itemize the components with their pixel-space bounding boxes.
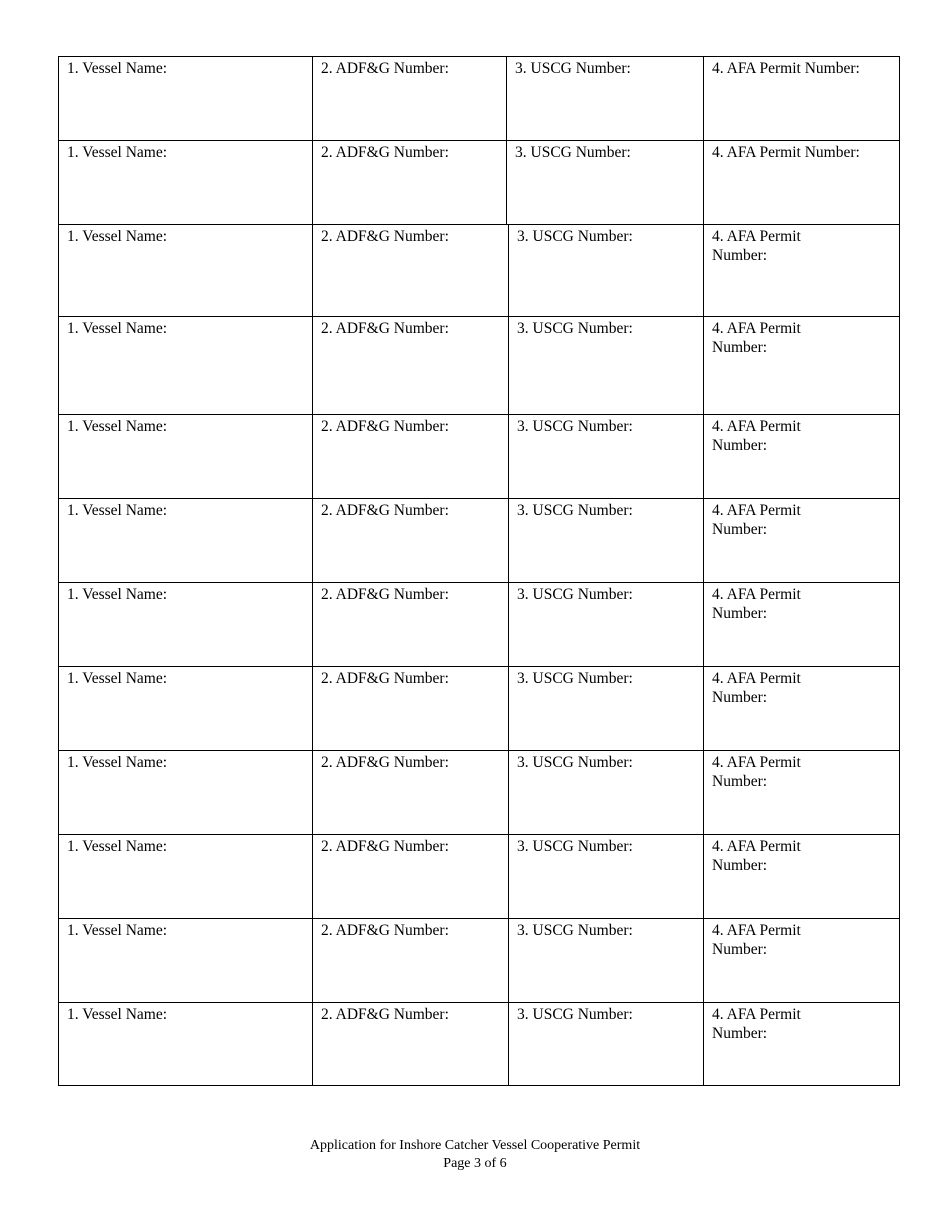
field-label: 2. ADF&G Number: <box>321 502 449 519</box>
vessel-row <box>58 224 899 317</box>
adfg-number-field[interactable] <box>312 414 509 499</box>
afa-permit-number-field[interactable] <box>703 414 900 499</box>
field-label: 1. Vessel Name: <box>67 1006 168 1023</box>
afa-permit-number-field[interactable] <box>703 918 900 1003</box>
afa-permit-number-field[interactable] <box>703 316 900 415</box>
field-label: 3. USCG Number: <box>517 228 633 245</box>
uscg-number-field[interactable] <box>508 582 704 667</box>
field-label: 2. ADF&G Number: <box>321 586 449 603</box>
field-label: 1. Vessel Name: <box>67 418 168 435</box>
vessel-name-field[interactable] <box>58 414 313 499</box>
uscg-number-field[interactable] <box>508 834 704 919</box>
field-label: 3. USCG Number: <box>517 502 633 519</box>
uscg-number-field[interactable] <box>508 666 704 751</box>
field-label: 3. USCG Number: <box>517 320 633 337</box>
vessel-name-field[interactable] <box>58 498 313 583</box>
adfg-number-field[interactable] <box>312 834 509 919</box>
field-label: 3. USCG Number: <box>517 586 633 603</box>
field-label: 3. USCG Number: <box>515 60 631 77</box>
vessel-row <box>58 918 899 1003</box>
adfg-number-field[interactable] <box>312 316 509 415</box>
uscg-number-field[interactable] <box>508 414 704 499</box>
vessel-row <box>58 582 899 667</box>
field-label: 2. ADF&G Number: <box>321 838 449 855</box>
adfg-number-field[interactable] <box>312 498 509 583</box>
afa-permit-number-field[interactable] <box>703 56 900 141</box>
vessel-name-field[interactable] <box>58 316 313 415</box>
adfg-number-field[interactable] <box>312 666 509 751</box>
adfg-number-field[interactable] <box>312 224 509 317</box>
footer-page-number: Page 3 of 6 <box>443 1156 507 1171</box>
field-label: 4. AFA Permit Number: <box>712 418 801 454</box>
field-label: 1. Vessel Name: <box>67 60 168 77</box>
field-label: 4. AFA Permit Number: <box>712 670 801 706</box>
field-label: 1. Vessel Name: <box>67 502 168 519</box>
field-label: 1. Vessel Name: <box>67 586 168 603</box>
field-label: 1. Vessel Name: <box>67 228 168 245</box>
afa-permit-number-field[interactable] <box>703 498 900 583</box>
vessel-name-field[interactable] <box>58 750 313 835</box>
vessel-row <box>58 140 899 225</box>
adfg-number-field[interactable] <box>312 140 507 225</box>
field-label: 3. USCG Number: <box>517 922 633 939</box>
vessel-row <box>58 56 899 141</box>
afa-permit-number-field[interactable] <box>703 224 900 317</box>
field-label: 4. AFA Permit Number: <box>712 320 801 356</box>
field-label: 3. USCG Number: <box>517 418 633 435</box>
vessel-name-field[interactable] <box>58 140 313 225</box>
field-label: 4. AFA Permit Number: <box>712 754 801 790</box>
field-label: 4. AFA Permit Number: <box>712 1006 801 1042</box>
vessel-name-field[interactable] <box>58 1002 313 1086</box>
uscg-number-field[interactable] <box>508 1002 704 1086</box>
field-label: 2. ADF&G Number: <box>321 60 449 77</box>
afa-permit-number-field[interactable] <box>703 666 900 751</box>
field-label: 4. AFA Permit Number: <box>712 922 801 958</box>
field-label: 4. AFA Permit Number: <box>712 228 801 264</box>
field-label: 4. AFA Permit Number: <box>712 144 860 161</box>
field-label: 1. Vessel Name: <box>67 144 168 161</box>
vessel-row <box>58 1002 899 1086</box>
field-label: 2. ADF&G Number: <box>321 670 449 687</box>
field-label: 4. AFA Permit Number: <box>712 586 801 622</box>
afa-permit-number-field[interactable] <box>703 750 900 835</box>
afa-permit-number-field[interactable] <box>703 834 900 919</box>
uscg-number-field[interactable] <box>506 56 704 141</box>
vessel-row <box>58 834 899 919</box>
vessel-row <box>58 316 899 415</box>
field-label: 1. Vessel Name: <box>67 670 168 687</box>
adfg-number-field[interactable] <box>312 918 509 1003</box>
uscg-number-field[interactable] <box>508 750 704 835</box>
vessel-name-field[interactable] <box>58 56 313 141</box>
field-label: 1. Vessel Name: <box>67 320 168 337</box>
field-label: 2. ADF&G Number: <box>321 754 449 771</box>
field-label: 2. ADF&G Number: <box>321 418 449 435</box>
uscg-number-field[interactable] <box>508 918 704 1003</box>
field-label: 2. ADF&G Number: <box>321 922 449 939</box>
field-label: 2. ADF&G Number: <box>321 320 449 337</box>
field-label: 2. ADF&G Number: <box>321 144 449 161</box>
adfg-number-field[interactable] <box>312 56 507 141</box>
vessel-name-field[interactable] <box>58 224 313 317</box>
vessel-name-field[interactable] <box>58 666 313 751</box>
field-label: 3. USCG Number: <box>517 1006 633 1023</box>
adfg-number-field[interactable] <box>312 582 509 667</box>
field-label: 1. Vessel Name: <box>67 922 168 939</box>
afa-permit-number-field[interactable] <box>703 1002 900 1086</box>
vessel-name-field[interactable] <box>58 582 313 667</box>
uscg-number-field[interactable] <box>508 224 704 317</box>
adfg-number-field[interactable] <box>312 750 509 835</box>
uscg-number-field[interactable] <box>506 140 704 225</box>
field-label: 3. USCG Number: <box>517 670 633 687</box>
vessel-row <box>58 498 899 583</box>
vessel-name-field[interactable] <box>58 834 313 919</box>
vessel-row <box>58 750 899 835</box>
field-label: 1. Vessel Name: <box>67 838 168 855</box>
vessel-row <box>58 666 899 751</box>
vessel-name-field[interactable] <box>58 918 313 1003</box>
afa-permit-number-field[interactable] <box>703 582 900 667</box>
field-label: 2. ADF&G Number: <box>321 1006 449 1023</box>
uscg-number-field[interactable] <box>508 498 704 583</box>
vessel-row <box>58 414 899 499</box>
field-label: 3. USCG Number: <box>517 754 633 771</box>
adfg-number-field[interactable] <box>312 1002 509 1086</box>
page-footer <box>0 1137 950 1173</box>
afa-permit-number-field[interactable] <box>703 140 900 225</box>
footer-title: Application for Inshore Catcher Vessel Cooperative Permit <box>309 1138 641 1153</box>
field-label: 1. Vessel Name: <box>67 754 168 771</box>
field-label: 2. ADF&G Number: <box>321 228 449 245</box>
field-label: 4. AFA Permit Number: <box>712 60 860 77</box>
field-label: 3. USCG Number: <box>517 838 633 855</box>
field-label: 4. AFA Permit Number: <box>712 838 801 874</box>
field-label: 4. AFA Permit Number: <box>712 502 801 538</box>
uscg-number-field[interactable] <box>508 316 704 415</box>
field-label: 3. USCG Number: <box>515 144 631 161</box>
